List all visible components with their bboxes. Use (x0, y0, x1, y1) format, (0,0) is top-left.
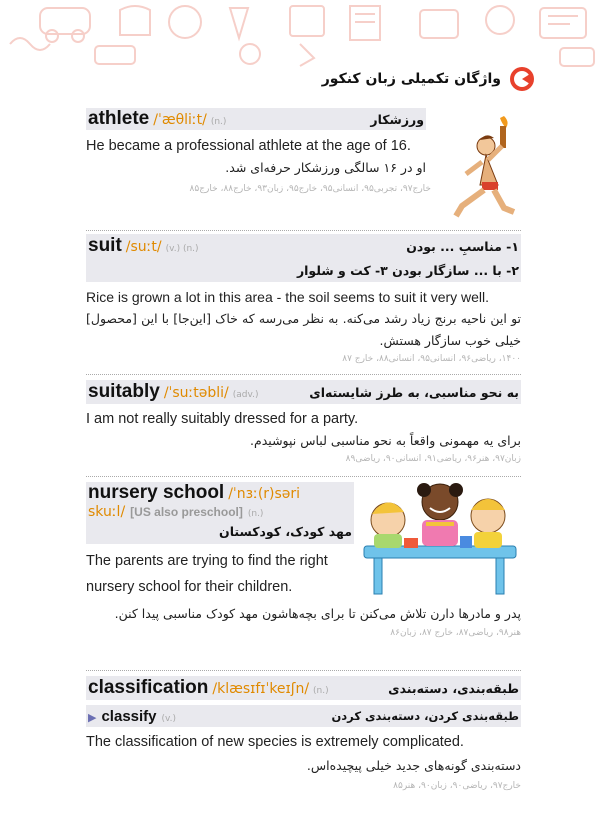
headword: classification (88, 677, 209, 698)
entry-nursery-school-cont (86, 602, 521, 640)
example-persian: پدر و مادرها دارن تلاش می‌کنن تا برای بچه‌هاشون مهد کودک مناسبی پیدا کنن. (114, 606, 521, 621)
entry-divider (86, 374, 521, 375)
headword: nursery school (88, 482, 225, 503)
pronunciation: /ˈnɜː(r)səri (228, 486, 301, 502)
related-word-bar (86, 705, 521, 727)
entry-divider (86, 230, 521, 231)
entry-suit (86, 234, 521, 366)
headword-bar (86, 234, 521, 258)
pronunciation: /klæsɪfɪˈkeɪʃn/ (212, 681, 310, 697)
related-word: classify (101, 707, 157, 725)
entry-classification (86, 676, 521, 793)
headword: suit (88, 235, 122, 256)
part-of-speech: (adv.) (232, 390, 259, 400)
meaning-persian: طبقه‌بندی، دسته‌بندی (388, 680, 519, 696)
headword-bar (86, 108, 426, 130)
logo-icon (509, 66, 535, 92)
exam-sources: خارج۹۷، تجربی۹۵، انسانی۹۵، خارج۹۵، زبان۹۳، خارج۸۸، خارج۸۵ (189, 184, 431, 194)
meaning-persian: مهد کودک، کودکستان (219, 524, 352, 539)
pronunciation: /ˈsuːtəbli/ (163, 385, 229, 401)
header-title: واژگان تکمیلی زبان کنکور (321, 71, 501, 87)
headword-bar (86, 676, 521, 700)
related-part-of-speech: (v.) (161, 713, 177, 724)
pronunciation-cont: skuːl/ (88, 504, 126, 520)
us-note: [US also preschool] (130, 505, 243, 519)
example-persian: برای یه مهمونی واقعاً به نحو مناسبی لباس نپوشیدم. (250, 433, 521, 448)
pronunciation: /ˈæθliːt/ (153, 112, 207, 128)
part-of-speech: (n.) (210, 117, 227, 127)
pronunciation: /suːt/ (125, 239, 162, 255)
part-of-speech: (v.) (n.) (165, 244, 199, 254)
example-persian: تو این ناحیه برنج زیاد رشد می‌کنه. به نظر می‌رسه که خاک [این‌جا] با این [محصول] خیلی خوب سازگار هستش. (86, 311, 521, 348)
meaning-bar (86, 258, 521, 282)
background-doodle-pattern (0, 0, 613, 70)
example-english: The classification of new species is extremely complicated. (86, 734, 464, 750)
entry-nursery-school (86, 482, 356, 600)
meaning-persian-2: ۲- با ... سازگار بودن ۳- کت و شلوار (296, 262, 519, 278)
example-persian: دسته‌بندی گونه‌های جدید خیلی پیچیده‌اس. (306, 758, 521, 773)
example-english: He became a professional athlete at the age of 16. (86, 138, 411, 154)
example-english: Rice is grown a lot in this area - the soil seems to suit it very well. (86, 289, 490, 305)
entry-suitably (86, 380, 521, 466)
headword: suitably (88, 381, 160, 402)
meaning-persian-1: ۱- مناسبِ ... بودن (406, 238, 519, 254)
chapter-header (322, 64, 535, 94)
related-meaning-persian: طبقه‌بندی کردن، دسته‌بندی کردن (331, 709, 519, 723)
example-persian: او در ۱۶ سالگی ورزشکار حرفه‌ای شد. (225, 160, 426, 175)
meaning-persian: به نحو مناسبی، به طرز شایسته‌ای (309, 384, 519, 400)
athlete-torch-illustration (440, 112, 520, 224)
entry-divider (86, 670, 521, 671)
example-english: The parents are trying to find the right nursery school for their children. (86, 553, 328, 595)
part-of-speech: (n.) (313, 686, 329, 696)
part-of-speech: (n.) (247, 509, 264, 519)
entry-divider (86, 476, 521, 477)
headword: athlete (88, 108, 150, 129)
headword-bar (86, 380, 521, 404)
example-english: I am not really suitably dressed for a party. (86, 411, 359, 427)
exam-sources: خارج۹۷، ریاضی۹۰، زبان۹۰، هنر۸۵ (393, 781, 521, 791)
kids-at-table-illustration (360, 480, 522, 598)
meaning-persian: ورزشکار (370, 111, 424, 127)
related-arrow-icon: ▶ (88, 710, 97, 724)
headword-bar (86, 482, 354, 544)
exam-sources: هنر۹۸، ریاضی۸۷، خارج ۸۷، زبان۸۶ (390, 628, 521, 638)
exam-sources: ۱۴۰۰، ریاضی۹۶، انسانی۹۵، انسانی۸۸، خارج ۸۷ (342, 354, 521, 364)
exam-sources: زبان۹۷، هنر۹۶، ریاضی۹۱، انسانی۹۰، ریاضی۸۹ (345, 454, 521, 464)
